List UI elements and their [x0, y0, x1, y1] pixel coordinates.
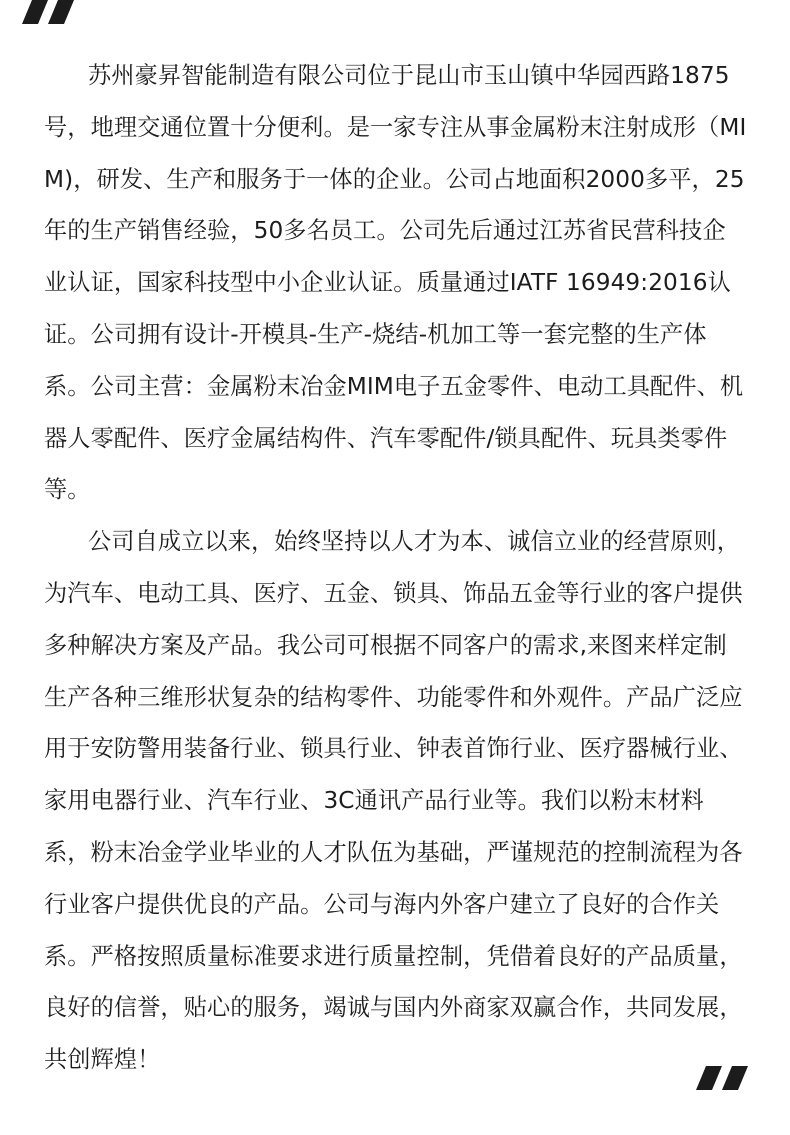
quote-open-icon [22, 0, 76, 28]
quote-close-icon [696, 1066, 750, 1094]
paragraph-2: 公司自成立以来，始终坚持以人才为本、诚信立业的经营原则，为汽车、电动工具、医疗、五金、锁具、饰品五金等行业的客户提供多种解决方案及产品。我公司可根据不同客户的需求,来图来样定制生产各种三维形状复杂的结构零件、功能零件和外观件。产品广泛应用于安防警用装备行业、锁具行业、钟表首饰行业、医疗器械行业、家用电器行业、汽车行业、3C通讯产品行业等。我们以粉末材料系，粉末冶金学业毕业的人才队伍为基础，严谨规范的控制流程为各行业客户提供优良的产品。公司与海内外客户建立了良好的合作关系。严格按照质量标准要求进行质量控制，凭借着良好的产品质量，良好的信誉，贴心的服务，竭诚与国内外商家双赢合作，共同发展，共创辉煌！ [44, 528, 743, 1074]
company-intro [44, 50, 748, 1086]
paragraph-1: 苏州豪昇智能制造有限公司位于昆山市玉山镇中华园西路1875号，地理交通位置十分便利。是一家专注从事金属粉末注射成形（MIM)，研发、生产和服务于一体的企业。公司占地面积2000多平，25年的生产销售经验，50多名员工。公司先后通过江苏省民营科技企业认证，国家科技型中小企业认证。质量通过IATF 16949:2016认证。公司拥有设计-开模具-生产-烧结-机加工等一套完整的生产体系。公司主营：金属粉末冶金MIM电子五金零件、电动工具配件、机器人零配件、医疗金属结构件、汽车零配件/锁具配件、玩具类零件等。 [44, 62, 747, 504]
